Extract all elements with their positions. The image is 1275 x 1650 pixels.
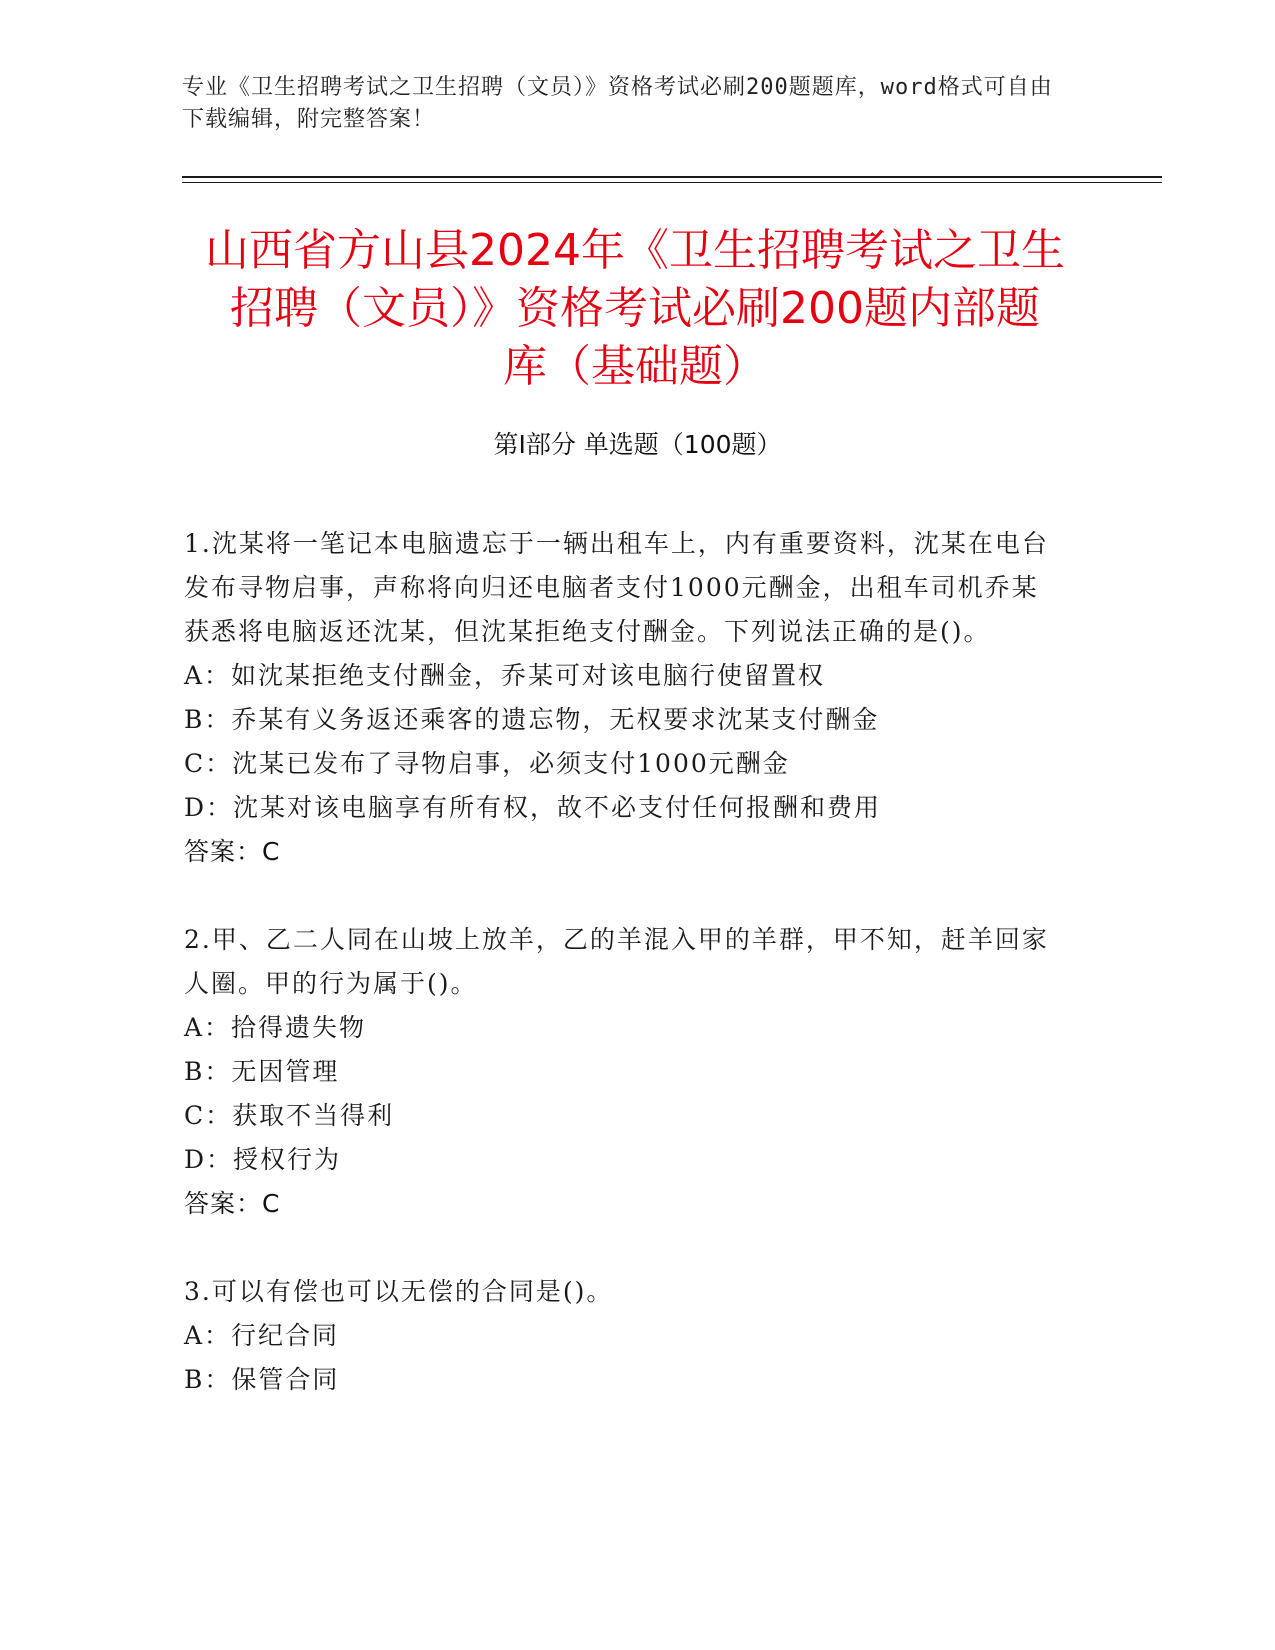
answer: 答案：C	[184, 837, 281, 866]
header-rule-thin	[182, 182, 1162, 183]
question-stem: 2.甲、乙二人同在山坡上放羊，乙的羊混入甲的羊群，甲不知，赶羊回家人圈。甲的行为属于()。	[184, 925, 1049, 998]
option-b: B：无因管理	[184, 1057, 340, 1086]
option-c: C：沈某已发布了寻物启事，必须支付1000元酬金	[184, 749, 790, 778]
title-line-2: 招聘（文员）》资格考试必刷200题内部题	[230, 283, 1040, 334]
question-stem: 3.可以有偿也可以无偿的合同是()。	[184, 1277, 614, 1306]
header-note: 专业《卫生招聘考试之卫生招聘（文员）》资格考试必刷200题题库，word格式可自由下载编辑，附完整答案！	[182, 75, 1053, 132]
header-rule-thick	[182, 176, 1162, 178]
question-1	[184, 522, 1064, 874]
answer: 答案：C	[184, 1189, 281, 1218]
title-line-1: 山西省方山县2024年《卫生招聘考试之卫生	[205, 225, 1065, 276]
option-d: D：授权行为	[184, 1145, 342, 1174]
option-a: A：拾得遗失物	[184, 1013, 367, 1042]
title-line-3: 库（基础题）	[503, 341, 767, 392]
option-c: C：获取不当得利	[184, 1101, 395, 1130]
option-a: A：如沈某拒绝支付酬金，乔某可对该电脑行使留置权	[184, 661, 826, 690]
option-d: D：沈某对该电脑享有所有权，故不必支付任何报酬和费用	[184, 793, 882, 822]
option-b: B：保管合同	[184, 1365, 340, 1394]
question-stem: 1.沈某将一笔记本电脑遗忘于一辆出租车上，内有重要资料，沈某在电台发布寻物启事，声称将向归还电脑者支付1000元酬金，出租车司机乔某获悉将电脑返还沈某，但沈某拒绝支付酬金。下列说法正确的是()。	[184, 529, 1049, 646]
question-2	[184, 918, 1064, 1226]
question-3	[184, 1270, 1064, 1402]
section-heading: 第I部分 单选题（100题）	[493, 430, 782, 459]
document-title	[160, 222, 1110, 396]
question-list	[184, 522, 1064, 1446]
option-a: A：行纪合同	[184, 1321, 340, 1350]
option-b: B：乔某有义务返还乘客的遗忘物，无权要求沈某支付酬金	[184, 705, 880, 734]
